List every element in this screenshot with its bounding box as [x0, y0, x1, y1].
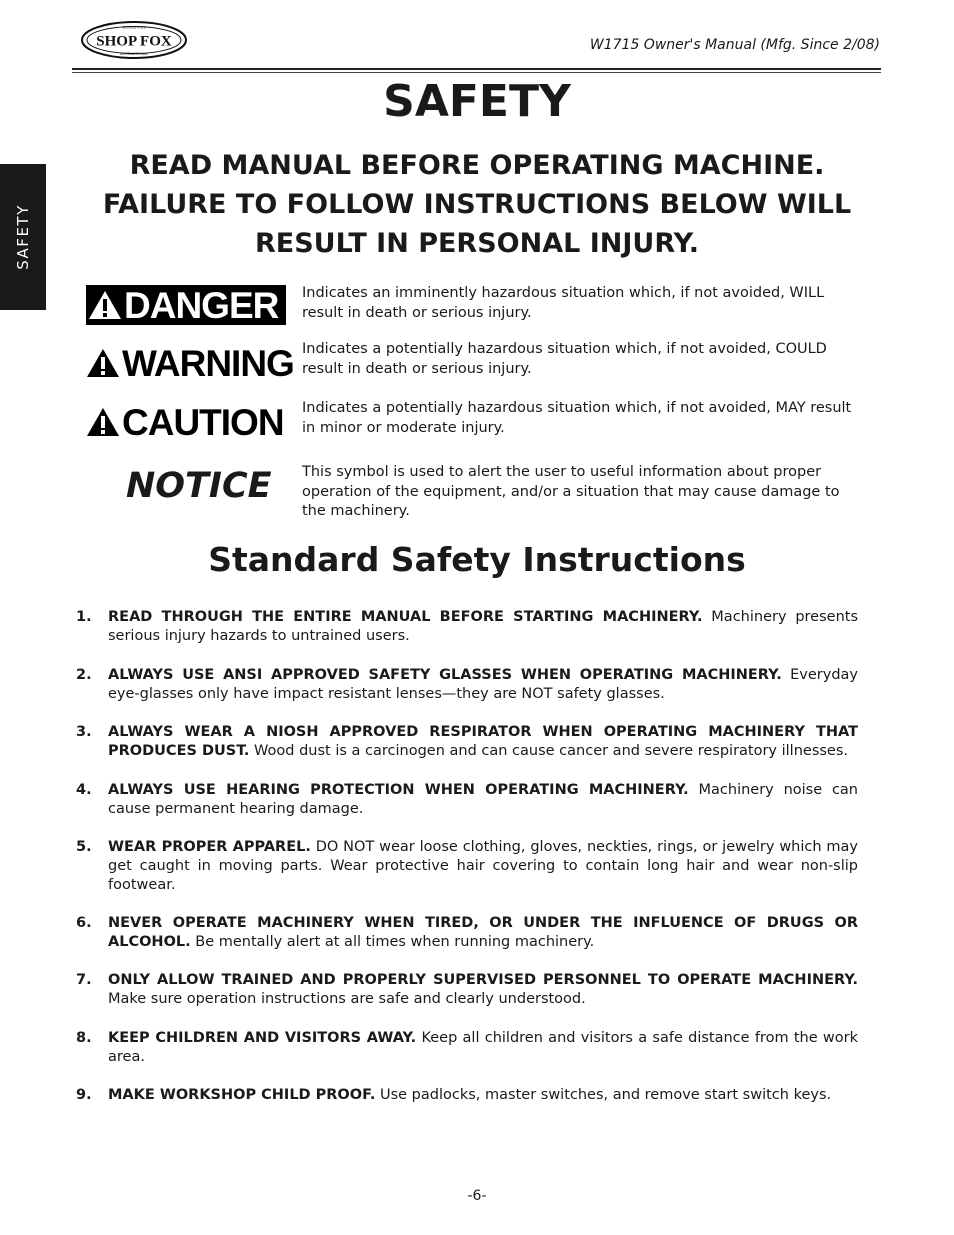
item-body — [108, 1029, 858, 1067]
item-number: 3. — [76, 724, 92, 740]
item-text: Use padlocks, master switches, and remove start switch keys. — [379, 1087, 832, 1103]
item-lead: WEAR PROPER APPAREL. — [108, 839, 311, 855]
shop-fox-logo — [80, 20, 188, 60]
svg-text:INTERNATIONAL: INTERNATIONAL — [119, 52, 149, 56]
item-number: 5. — [76, 839, 92, 855]
list-item — [76, 781, 858, 819]
svg-text:SHOP FOX: SHOP FOX — [96, 33, 172, 50]
list-item — [76, 1086, 858, 1105]
item-number: 9. — [76, 1087, 92, 1103]
page-number: -6- — [467, 1188, 487, 1204]
item-body — [108, 1086, 858, 1105]
list-item — [76, 666, 858, 704]
list-item — [76, 608, 858, 646]
alert-triangle-icon — [86, 406, 120, 438]
item-number: 2. — [76, 667, 92, 683]
section-side-tab — [0, 164, 46, 310]
caution-word: CAUTION — [122, 401, 284, 443]
section-title: Standard Safety Instructions — [208, 540, 746, 579]
item-lead: ALWAYS USE HEARING PROTECTION WHEN OPERATING MACHINERY. — [108, 782, 689, 798]
warning-word: WARNING — [122, 342, 294, 384]
item-number: 7. — [76, 972, 92, 988]
list-item — [76, 723, 858, 761]
item-text: Machinery noise can cause permanent hearing damage. — [108, 782, 858, 817]
item-body — [108, 971, 858, 1009]
item-text: Everyday eye-glasses only have impact resistant lenses—they are NOT safety glasses. — [108, 667, 858, 702]
warning-heading-line: RESULT IN PERSONAL INJURY. — [255, 228, 699, 259]
warning-heading-line: FAILURE TO FOLLOW INSTRUCTIONS BELOW WILL — [102, 189, 852, 220]
item-body — [108, 914, 858, 952]
item-body — [108, 723, 858, 761]
item-body — [108, 666, 858, 704]
warning-heading — [80, 146, 874, 263]
header-rule-thin — [72, 72, 881, 73]
alert-triangle-icon — [88, 289, 122, 321]
list-item — [76, 838, 858, 895]
item-lead: MAKE WORKSHOP CHILD PROOF. — [108, 1087, 376, 1103]
svg-text:WOODSTOCK: WOODSTOCK — [122, 25, 146, 30]
alert-triangle-icon — [86, 347, 120, 379]
item-lead: NEVER OPERATE MACHINERY WHEN TIRED, OR UNDER THE INFLUENCE OF DRUGS OR ALCOHOL. — [108, 915, 858, 950]
caution-label — [86, 402, 284, 442]
item-lead: ALWAYS WEAR A NIOSH APPROVED RESPIRATOR WHEN OPERATING MACHINERY THAT PRODUCES DUST. — [108, 724, 858, 759]
item-lead: ALWAYS USE ANSI APPROVED SAFETY GLASSES WHEN OPERATING MACHINERY. — [108, 667, 782, 683]
item-number: 1. — [76, 609, 92, 625]
item-text: Machinery presents serious injury hazards to untrained users. — [108, 609, 858, 644]
danger-description: Indicates an imminently hazardous situation which, if not avoided, WILL result in death or serious injury. — [302, 285, 825, 321]
warning-heading-line: READ MANUAL BEFORE OPERATING MACHINE. — [129, 150, 825, 181]
list-item — [76, 914, 858, 952]
warning-label — [86, 343, 294, 383]
item-text: Be mentally alert at all times when running machinery. — [195, 934, 595, 950]
manual-title: W1715 Owner's Manual (Mfg. Since 2/08) — [589, 37, 880, 53]
item-body — [108, 781, 858, 819]
item-number: 6. — [76, 915, 92, 931]
item-text: DO NOT wear loose clothing, gloves, neckties, rings, or jewelry which may get caught in moving parts. Wear protective hair covering to contain long hair and wear non-slip footwear. — [108, 839, 859, 893]
item-text: Wood dust is a carcinogen and can cause cancer and severe respiratory illnesses. — [254, 743, 849, 759]
list-item — [76, 1029, 858, 1067]
header-rule — [72, 68, 881, 70]
item-body — [108, 608, 858, 646]
item-lead: KEEP CHILDREN AND VISITORS AWAY. — [108, 1030, 417, 1046]
caution-description: Indicates a potentially hazardous situation which, if not avoided, MAY result in minor or moderate injury. — [302, 400, 852, 436]
item-number: 8. — [76, 1030, 92, 1046]
danger-word: DANGER — [124, 284, 279, 326]
page-title: SAFETY — [383, 76, 571, 127]
item-lead: READ THROUGH THE ENTIRE MANUAL BEFORE STARTING MACHINERY. — [108, 609, 703, 625]
danger-label — [86, 285, 286, 325]
notice-label: NOTICE — [126, 466, 272, 506]
item-text: Keep all children and visitors a safe distance from the work area. — [108, 1030, 858, 1065]
item-text: Make sure operation instructions are safe and clearly understood. — [108, 991, 586, 1007]
item-number: 4. — [76, 782, 92, 798]
list-item — [76, 971, 858, 1009]
item-body — [108, 838, 858, 895]
item-lead: ONLY ALLOW TRAINED AND PROPERLY SUPERVISED PERSONNEL TO OPERATE MACHINERY. — [108, 972, 858, 988]
side-tab-label: SAFETY — [14, 204, 32, 270]
warning-description: Indicates a potentially hazardous situation which, if not avoided, COULD result in death or serious injury. — [302, 341, 827, 377]
notice-description: This symbol is used to alert the user to useful information about proper operation of the equipment, and/or a situation that may cause damage to the machinery. — [302, 464, 840, 519]
